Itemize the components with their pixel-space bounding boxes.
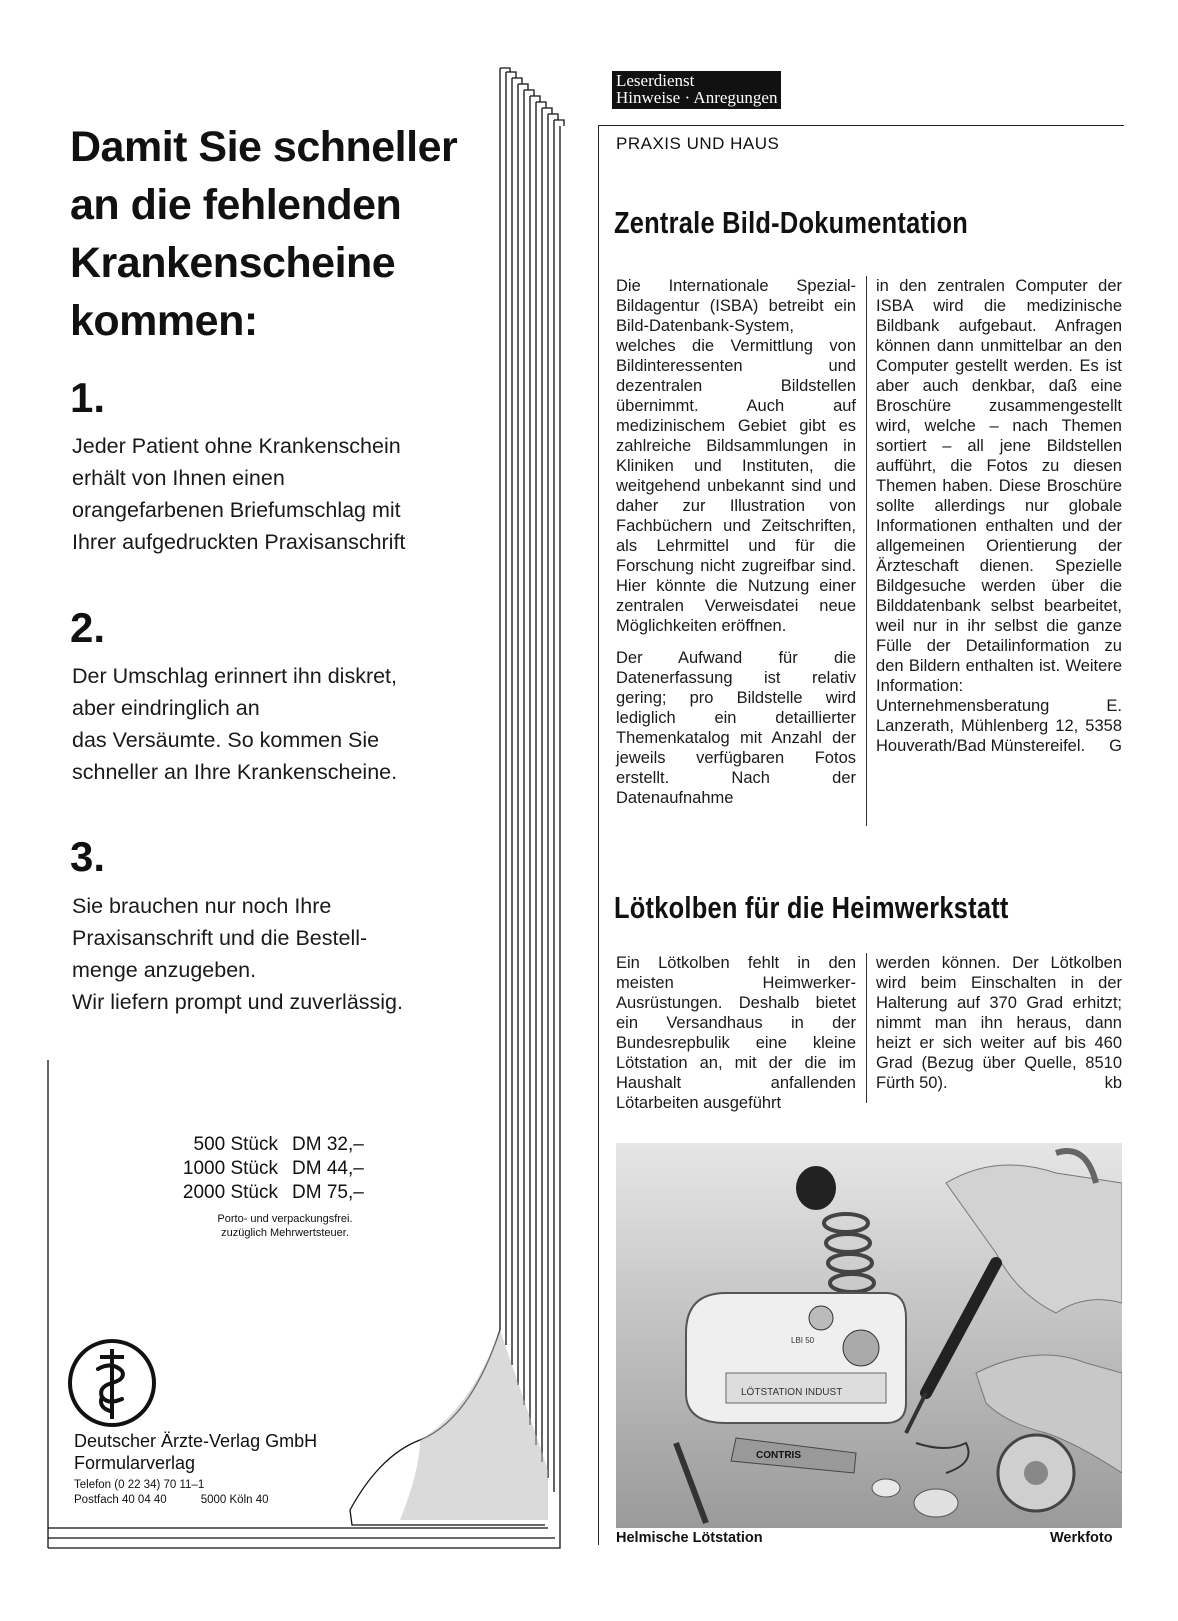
step-number: 1. xyxy=(70,374,106,421)
leserdienst-label xyxy=(612,71,781,109)
paragraph: in den zentralen Computer der ISBA wird die medizinische Bildbank aufgebaut. Anfragen können dann unmittelbar an den Computer gestellt werden. Es ist aber auch denkbar, daß eine Broschüre zusammengestellt wird, welche – nach Themen sortiert – all jene Bildstellen aufführt, die Fotos zu diesen Themen haben. Diese Broschüre sollte allerdings nur globale Informationen enthalten und der allgemeinen Orientierung der Ärzteschaft dienen. Spezielle Bildgesuche werden über die Bilddatenbank selbst bearbeitet, weil nur in ihr selbst die ganze Fülle der Detailinformation zu den Bildern enthalten ist. Weitere Information: Unternehmensberatung E. Lanzerath, Mühlenberg 12, 5358 Houverath/Bad Münstereifel. xyxy=(876,277,1122,755)
step-line: Praxisanschrift und die Bestell- xyxy=(72,926,368,950)
step-line: schneller an Ihre Krankenscheine. xyxy=(72,760,398,784)
publisher-name xyxy=(74,1430,317,1474)
phone: Telefon (0 22 34) 70 11–1 xyxy=(74,1479,205,1491)
step-number: 3. xyxy=(70,833,106,880)
photo-label: LBI 50 xyxy=(791,1336,815,1345)
step-line: Der Umschlag erinnert ihn diskret, xyxy=(72,664,398,688)
price-note xyxy=(150,1212,420,1240)
step-line: Ihrer aufgedruckten Praxisanschrift xyxy=(72,530,406,554)
paragraph: Ein Lötkolben fehlt in den meisten Heimwerker-Ausrüstungen. Deshalb bietet ein Versandhaus in der Bundesrepbulik eine kleine Lötstation an, mit der die im Haushalt anfallenden Lötarbeiten ausgeführt xyxy=(616,954,856,1112)
step-line: Jeder Patient ohne Krankenschein xyxy=(72,434,401,458)
headline-line: kommen: xyxy=(70,297,258,345)
aesculapian-logo-icon xyxy=(64,1335,160,1431)
headline-line: Krankenscheine xyxy=(70,239,396,287)
photo-label: CONTRIS xyxy=(756,1450,801,1461)
step-line: menge anzugeben. xyxy=(72,958,257,982)
photo-illustration xyxy=(616,1143,1122,1528)
price-value: DM 32,– xyxy=(292,1134,364,1155)
top-rule xyxy=(598,125,1124,126)
step-line: aber eindringlich an xyxy=(72,696,260,720)
ad-headline xyxy=(70,118,510,350)
photo-caption: Helmische Lötstation xyxy=(616,1530,763,1546)
label-line: Leserdienst xyxy=(616,71,695,90)
paragraph: Die Internationale Spezial-Bildagentur (ISBA) betreibt ein Bild-Datenbank-System, welches die Vermittlung von Bildinteressenten und dezentralen Bildstellen übernimmt. Auch auf medizinischem Gebiet gibt es zahlreiche Bildsammlungen in Kliniken und Instituten, die weitgehend unbekannt sind und daher zur Illustration von Fachbüchern und Zeitschriften, als Lehrmittel und für die Forschung nicht zugreifbar sind. Hier könnte die Nutzung einer zentralen Verweisdatei neue Möglichkeiten eröffnen. xyxy=(616,277,856,635)
price-row xyxy=(150,1181,410,1205)
soldering-station-photo xyxy=(616,1143,1122,1528)
article-column xyxy=(616,276,856,820)
step-text xyxy=(72,660,492,788)
step-text xyxy=(72,890,492,1018)
publisher-line: Formularverlag xyxy=(74,1453,196,1473)
article-column xyxy=(616,953,856,1125)
price-qty: 1000 Stück xyxy=(182,1158,278,1179)
photo-credit: Werkfoto xyxy=(1050,1530,1113,1546)
step-line: orangefarbenen Briefumschlag mit xyxy=(72,498,401,522)
article-title: Zentrale Bild-Dokumentation xyxy=(614,205,969,240)
label-line: Hinweise · Anregungen xyxy=(616,88,778,107)
price-qty: 500 Stück xyxy=(193,1134,278,1155)
author-signature: G xyxy=(1109,737,1122,755)
postfach: Postfach 40 04 40 xyxy=(74,1494,167,1506)
step-line: Wir liefern prompt und zuverlässig. xyxy=(72,990,403,1014)
photo-label: LÖTSTATION INDUST xyxy=(741,1387,843,1398)
price-value: DM 44,– xyxy=(292,1158,364,1179)
article-title: Lötkolben für die Heimwerkstatt xyxy=(614,890,1009,925)
step-line: erhält von Ihnen einen xyxy=(72,466,285,490)
paragraph: Der Aufwand für die Datenerfassung ist relativ gering; pro Bildstelle wird lediglich ein detaillierter Themenkatalog mit Anzahl der jeweils verfügbaren Fotos erstellt. Nach der Datenaufnahme xyxy=(616,649,856,807)
city: 5000 Köln 40 xyxy=(200,1494,269,1506)
publisher-contact xyxy=(74,1478,303,1508)
article-column xyxy=(876,276,1122,756)
column-divider xyxy=(866,953,867,1103)
author-signature: kb xyxy=(1104,1074,1122,1092)
step-text xyxy=(72,430,492,558)
price-list xyxy=(150,1133,410,1205)
column-divider xyxy=(866,276,867,826)
price-row xyxy=(150,1133,410,1157)
step-line: das Versäumte. So kommen Sie xyxy=(72,728,380,752)
step-line: Sie brauchen nur noch Ihre xyxy=(72,894,332,918)
headline-line: Damit Sie schneller xyxy=(70,123,458,171)
price-note-line: zuzüglich Mehrwertsteuer. xyxy=(221,1227,349,1239)
paragraph: werden können. Der Lötkolben wird beim Einschalten in der Halterung auf 370 Grad erhitzt; nimmt man ihn heraus, dann heizt er sich weiter auf bis 460 Grad (Bezug über Quelle, 8510 Fürth 50). xyxy=(876,954,1122,1092)
headline-line: an die fehlenden xyxy=(70,181,402,229)
price-row xyxy=(150,1157,410,1181)
publisher-line: Deutscher Ärzte-Verlag GmbH xyxy=(74,1431,318,1451)
section-title: PRAXIS UND HAUS xyxy=(616,134,780,153)
article-column xyxy=(876,953,1122,1093)
column-rule xyxy=(598,125,599,1545)
price-value: DM 75,– xyxy=(292,1182,364,1203)
step-number: 2. xyxy=(70,604,106,651)
price-qty: 2000 Stück xyxy=(182,1182,278,1203)
price-note-line: Porto- und verpackungsfrei. xyxy=(217,1213,353,1225)
